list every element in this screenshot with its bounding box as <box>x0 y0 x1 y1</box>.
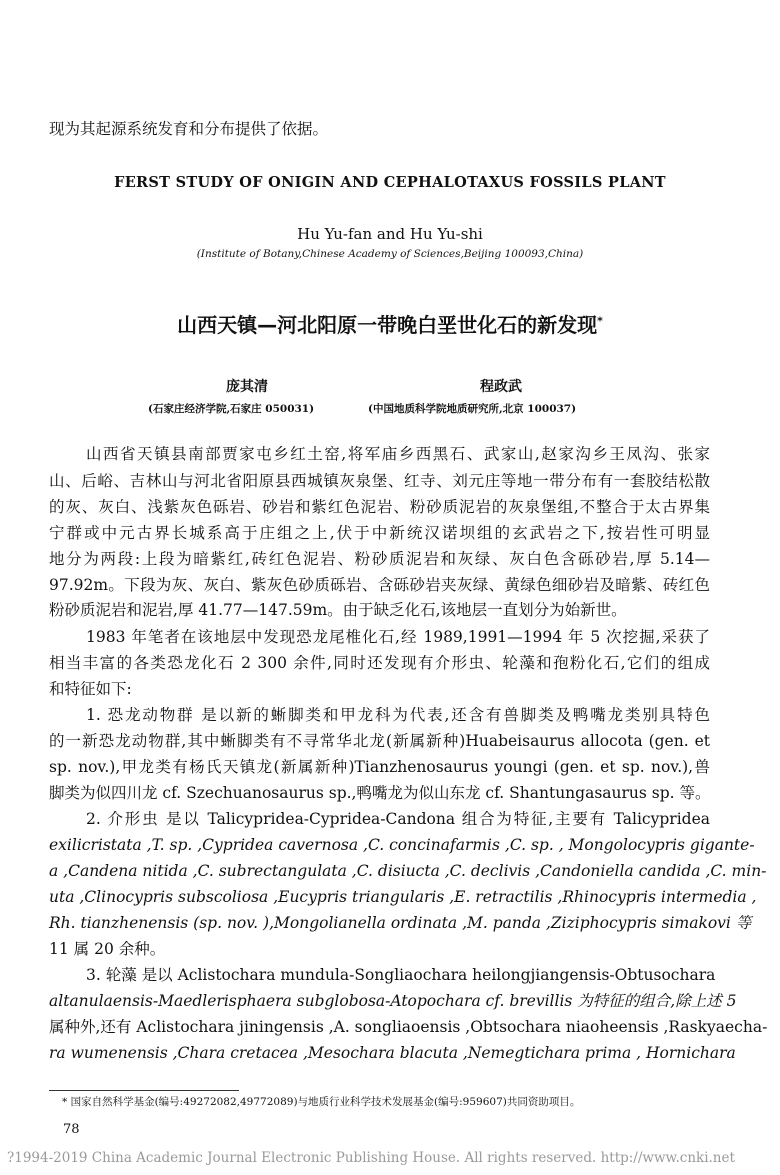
author-name-2: 程政武 <box>480 379 522 395</box>
body-text-line: 粉砂质泥岩和泥岩,厚 41.77—147.59m。由于缺乏化石,该地层一直划分为始新世。 <box>49 601 627 619</box>
body-text-line: 山西省天镇县南部贾家屯乡红土窑,将军庙乡西黑石、武家山,赵家沟乡王凤沟、张家 <box>86 445 710 463</box>
page-number: 78 <box>63 1122 80 1137</box>
author-name-1: 庞其清 <box>226 379 268 395</box>
body-text-line: 1983 年笔者在该地层中发现恐龙尾椎化石,经 1989,1991—1994 年 5 次挖掘,采获了 <box>86 628 710 646</box>
body-text-line: 脚类为似四川龙 cf. Szechuanosaurus sp.,鸭嘴龙为似山东龙 cf. Shantungasaurus sp. 等。 <box>49 784 711 802</box>
body-text-line: 宁群或中元古界长城系高于庄组之上,伏于中新统汉诺坝组的玄武岩之下,按岩性可明显 <box>49 524 710 542</box>
english-authors: Hu Yu-fan and Hu Yu-shi <box>297 225 483 243</box>
body-text-line: 2. 介形虫 是以 Talicypridea-Cypridea-Candona 组合为特征,主要有 Talicypridea <box>86 810 710 828</box>
body-text-line: 97.92m。下段为灰、灰白、紫灰色砂质砾岩、含砾砂岩夹灰绿、黄绿色细砂岩及暗紫、砖红色 <box>49 576 710 594</box>
author-affiliation-2: (中国地质科学院地质研究所,北京 100037) <box>368 403 577 415</box>
author-affiliation-1: (石家庄经济学院,石家庄 050031) <box>148 403 315 415</box>
english-title: FERST STUDY OF ONIGIN AND CEPHALOTAXUS FOSSILS PLANT <box>114 174 666 191</box>
body-text-line: 属种外,还有 Aclistochara jiningensis ,A. songliaoensis ,Obtsochara niaoheensis ,Raskyaecha- <box>49 1018 768 1036</box>
body-text-line: 的灰、灰白、浅紫灰色砾岩、砂岩和紫红色泥岩、粉砂质泥岩的灰泉堡组,不整合于太古界集 <box>49 498 710 516</box>
body-text-line: 的一新恐龙动物群,其中蜥脚类有不寻常华北龙(新属新种)Huabeisaurus allocota (gen. et <box>49 732 710 750</box>
body-text-line: a ,Candena nitida ,C. subrectangulata ,C. disiucta ,C. declivis ,Candoniella candida ,C. min- <box>49 862 767 880</box>
footnote: * 国家自然科学基金(编号:49272082,49772089)与地质行业科学技术发展基金(编号:959607)共同资助项目。 <box>62 1096 581 1108</box>
body-text-line: 和特征如下: <box>49 680 132 698</box>
footnote-marker: * <box>597 314 603 328</box>
article-title-text: 山西天镇—河北阳原一带晚白垩世化石的新发现 <box>177 313 598 337</box>
body-text-line: 11 属 20 余种。 <box>49 940 166 958</box>
body-text-line: 相当丰富的各类恐龙化石 2 300 余件,同时还发现有介形虫、轮藻和孢粉化石,它们的组成 <box>49 654 710 672</box>
body-text-line: uta ,Clinocypris subscoliosa ,Eucypris triangularis ,E. retractilis ,Rhinocypris intermedia , <box>49 888 757 906</box>
article-title <box>0 315 780 335</box>
footnote-divider <box>49 1090 239 1091</box>
copyright-footer: ?1994-2019 China Academic Journal Electronic Publishing House. All rights reserved. http://www.cnki.net <box>7 1150 735 1166</box>
body-text-line: 3. 轮藻 是以 Aclistochara mundula-Songliaochara heilongjiangensis-Obtusochara <box>86 966 716 984</box>
body-text-line: altanulaensis-Maedlerisphaera subglobosa-Atopochara cf. brevillis 为特征的组合,除上述 5 <box>49 992 737 1010</box>
body-text-line: 地分为两段:上段为暗紫红,砖红色泥岩、粉砂质泥岩和灰绿、灰白色含砾砂岩,厚 5.14— <box>49 550 710 568</box>
body-text-line: Rh. tianzhenensis (sp. nov. ),Mongolianella ordinata ,M. panda ,Ziziphocypris simakovi 等 <box>49 914 752 932</box>
carryover-text-line: 现为其起源系统发育和分布提供了依据。 <box>49 120 329 138</box>
body-text-line: 山、后峪、吉林山与河北省阳原县西城镇灰泉堡、红寺、刘元庄等地一带分布有一套胶结松散 <box>49 472 710 490</box>
body-text-line: exilicristata ,T. sp. ,Cypridea cavernosa ,C. concinafarmis ,C. sp. , Mongolocypris gigante- <box>49 836 755 854</box>
body-text-line: sp. nov.),甲龙类有杨氏天镇龙(新属新种)Tianzhenosaurus youngi (gen. et sp. nov.),兽 <box>49 758 710 776</box>
body-text-line: ra wumenensis ,Chara cretacea ,Mesochara blacuta ,Nemegtichara prima , Hornichara <box>49 1044 736 1062</box>
english-affiliation: (Institute of Botany,Chinese Academy of Sciences,Beijing 100093,China) <box>196 248 584 260</box>
body-text-line: 1. 恐龙动物群 是以新的蜥脚类和甲龙科为代表,还含有兽脚类及鸭嘴龙类别具特色 <box>86 706 710 724</box>
